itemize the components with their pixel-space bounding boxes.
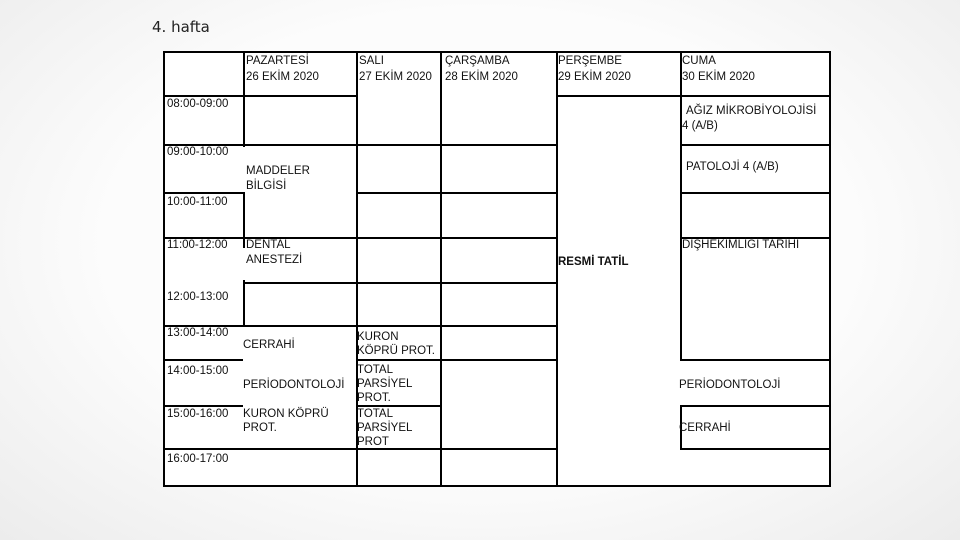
course-total-parsiyel-a: TOTAL (357, 364, 393, 376)
time-label: 16:00-17:00 (167, 453, 229, 465)
time-label: 09:00-10:00 (167, 146, 229, 158)
day-name-tuesday: SALI (359, 55, 384, 67)
holiday-label: RESMİ TATİL (558, 256, 629, 268)
course-kuron-tuesday: KURON (357, 331, 399, 343)
slide-title: 4. hafta (152, 18, 210, 36)
course-periodontoloji-monday: PERİODONTOLOJİ (243, 379, 345, 391)
course-total-parsiyel-b-3: PROT (357, 436, 389, 448)
time-label: 10:00-11:00 (167, 196, 228, 208)
course-agiz-mikrobiyolojisi-2: 4 (A/B) (682, 120, 718, 132)
day-date-wednesday: 28 EKİM 2020 (445, 71, 518, 83)
day-name-wednesday: ÇARŞAMBA (445, 55, 510, 67)
day-date-tuesday: 27 EKİM 2020 (359, 71, 432, 83)
day-name-thursday: PERŞEMBE (558, 55, 622, 67)
time-label: 14:00-15:00 (167, 365, 229, 377)
course-kuron-kopru-monday-2: PROT. (243, 422, 277, 434)
time-label: 11:00-12:00 (167, 239, 228, 251)
course-dental-anestezi-2: ANESTEZİ (246, 254, 303, 266)
day-date-thursday: 29 EKİM 2020 (558, 71, 631, 83)
time-label: 08:00-09:00 (167, 98, 229, 110)
time-label: 13:00-14:00 (167, 327, 229, 339)
course-total-parsiyel-a-2: PARSİYEL (357, 378, 413, 390)
day-name-monday: PAZARTESİ (246, 55, 309, 67)
day-name-friday: CUMA (682, 55, 716, 67)
course-dishekimligi-tarihi: DİŞHEKİMLİĞİ TARİHİ (682, 239, 800, 251)
course-kuron-kopru-monday: KURON KÖPRÜ (243, 408, 329, 420)
course-cerrahi-monday: CERRAHİ (243, 339, 295, 351)
course-dental-anestezi: DENTAL (246, 239, 291, 251)
course-kuron-tuesday-2: KÖPRÜ PROT. (357, 345, 435, 357)
course-patoloji: PATOLOJİ 4 (A/B) (686, 161, 779, 173)
course-maddeler-bilgisi-2: BİLGİSİ (246, 180, 287, 192)
time-label: 15:00-16:00 (167, 408, 229, 420)
course-agiz-mikrobiyolojisi: AĞIZ MİKROBİYOLOJİSİ (686, 105, 817, 117)
course-maddeler-bilgisi: MADDELER (246, 165, 310, 177)
course-total-parsiyel-b-2: PARSİYEL (357, 422, 413, 434)
course-total-parsiyel-b: TOTAL (357, 408, 393, 420)
day-date-monday: 26 EKİM 2020 (246, 71, 319, 83)
course-periodontoloji-friday: PERİODONTOLOJİ (679, 379, 781, 391)
course-cerrahi-friday: CERRAHİ (679, 422, 731, 434)
time-label: 12:00-13:00 (167, 291, 229, 303)
day-date-friday: 30 EKİM 2020 (682, 71, 755, 83)
course-total-parsiyel-a-3: PROT. (357, 392, 391, 404)
